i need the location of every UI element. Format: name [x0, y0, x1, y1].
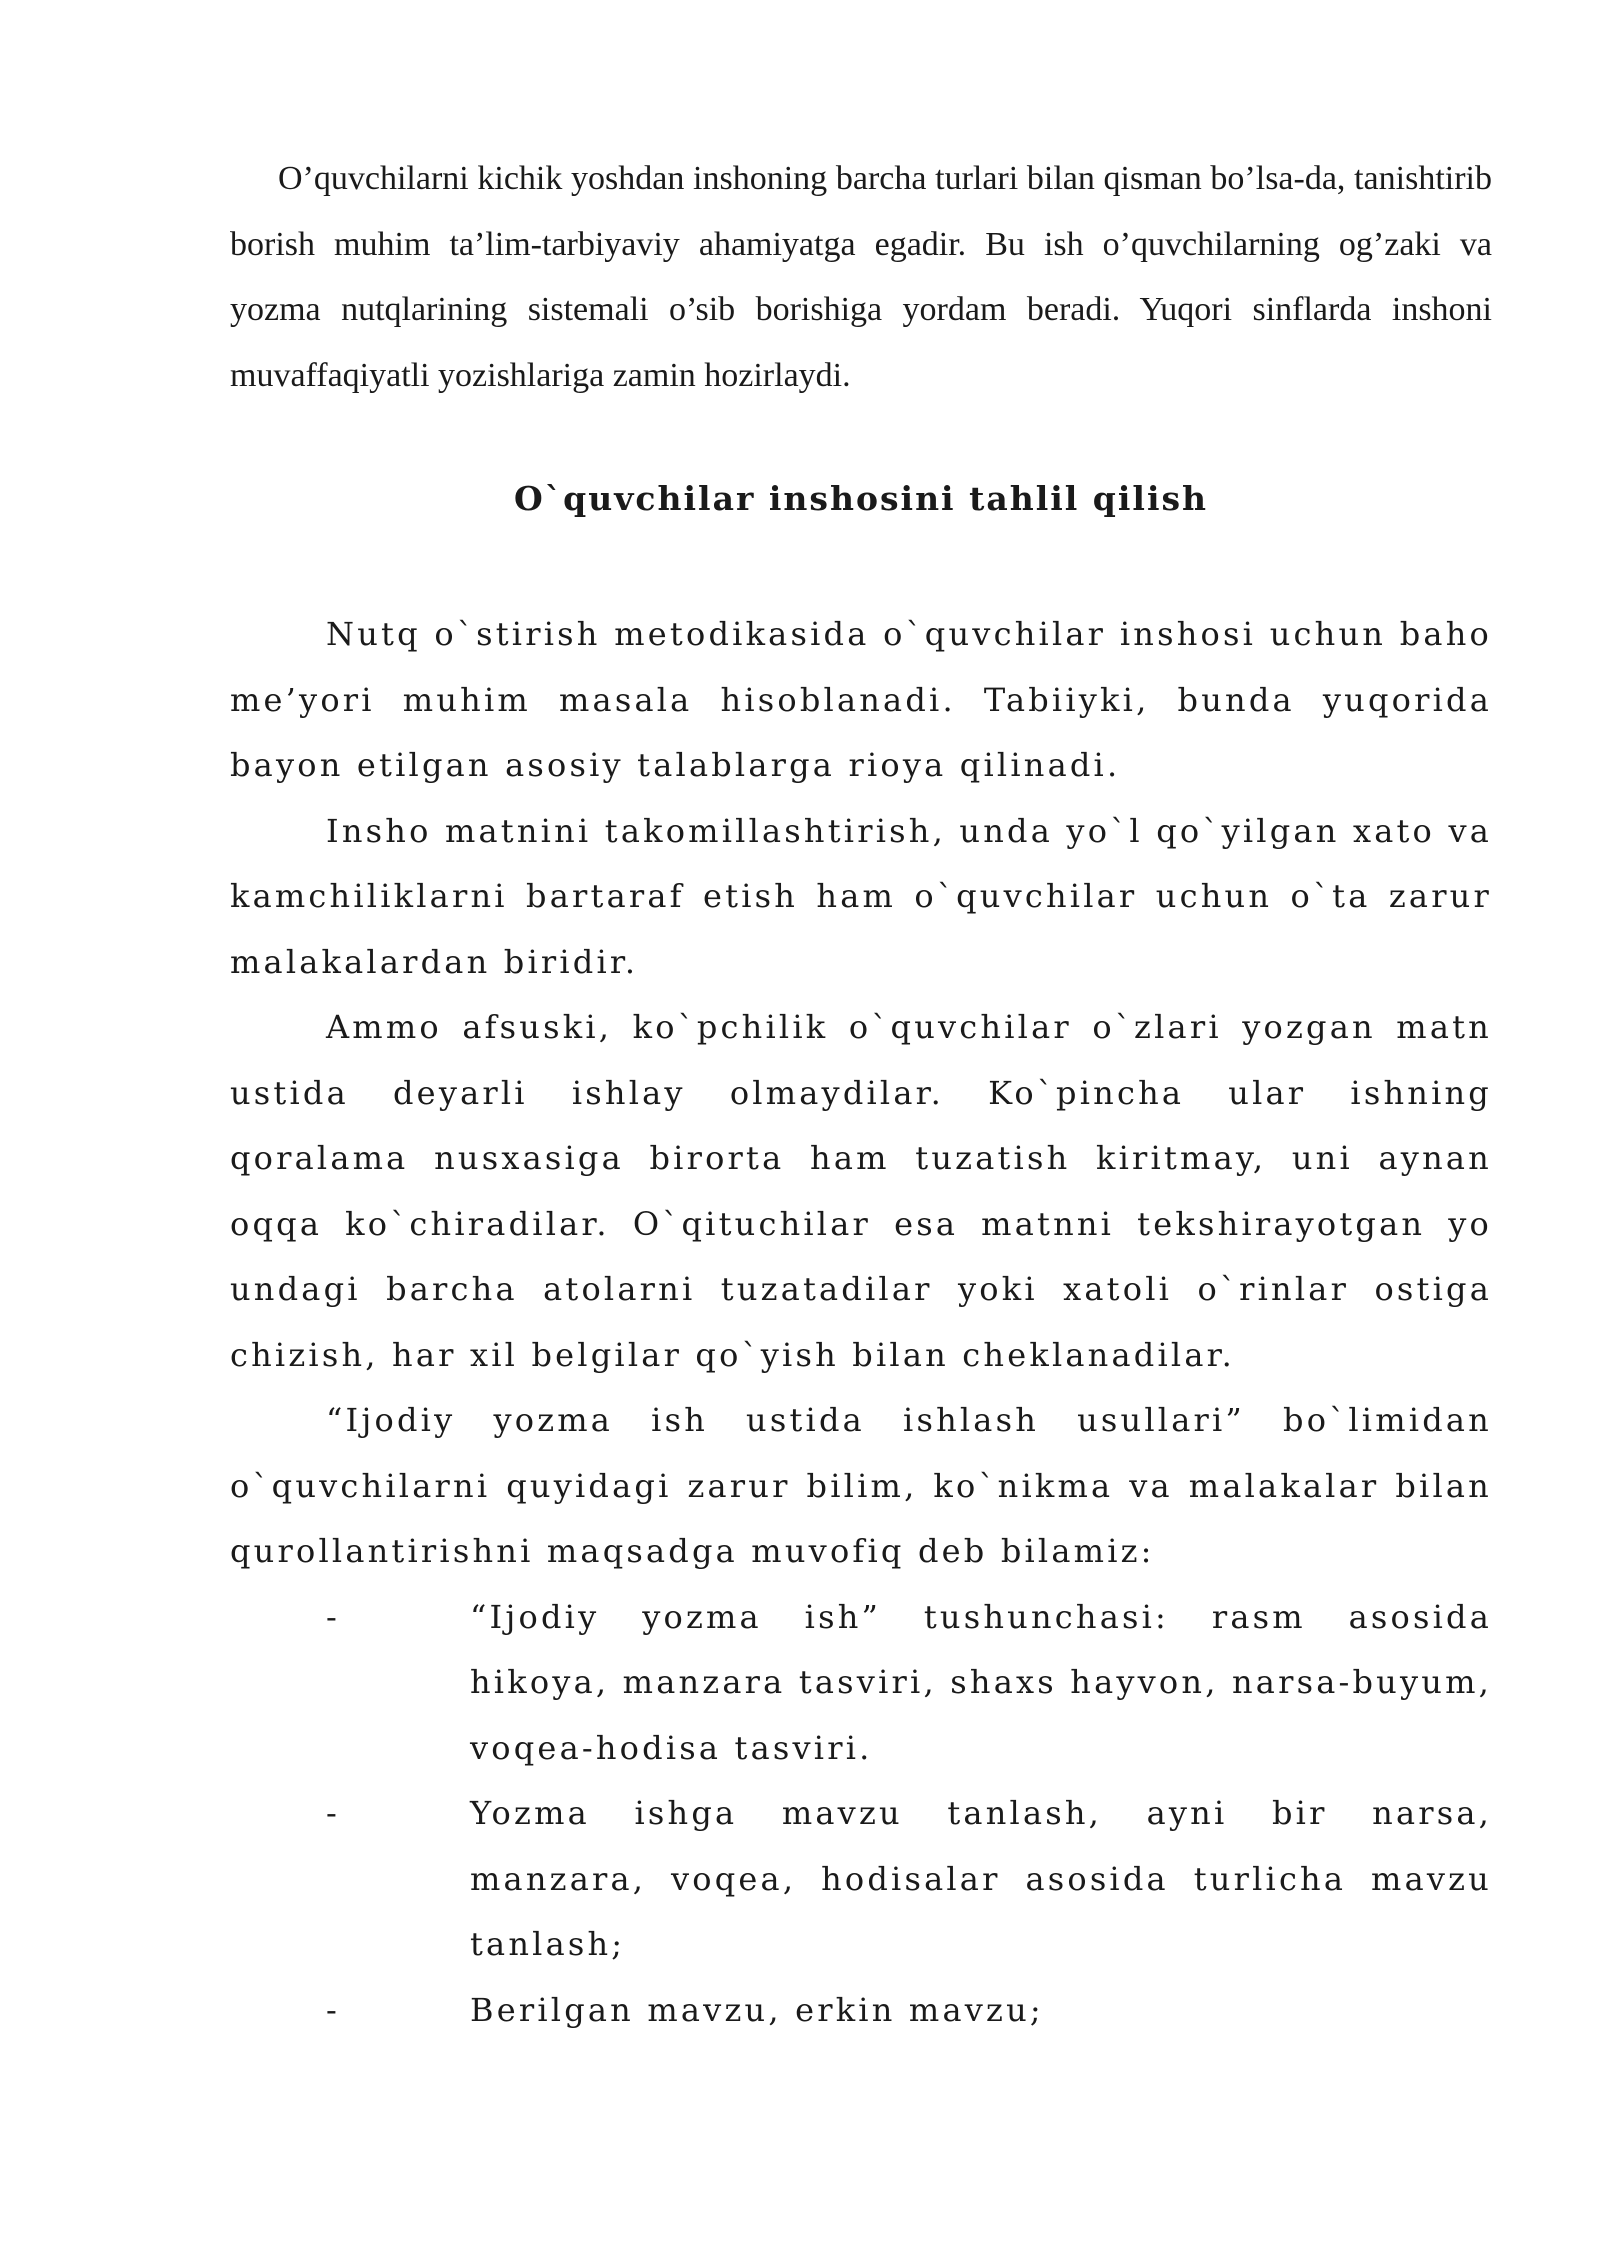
list-bullet: - — [326, 1794, 337, 1832]
paragraph-takomillashtirish: Insho matnini takomillashtirish, unda yo`l qo`yilgan xato va kamchiliklarni bartaraf etish ham o`quvchilar uchun o`ta zarur malakalardan biridir. — [230, 811, 1492, 981]
list-item-text: Yozma ishga mavzu tanlash, ayni bir narsa, manzara, voqea, hodisalar asosida turlicha mavzu tanlash; — [470, 1794, 1492, 1963]
list-bullet: - — [326, 1597, 337, 1636]
list-item — [230, 1585, 1492, 1782]
list-item — [230, 1781, 1492, 1978]
list-bullet: - — [326, 1990, 337, 2029]
section-body — [230, 602, 1492, 2043]
document-page — [230, 146, 1492, 2029]
list-item — [230, 1978, 1492, 2044]
intro-paragraph: O’quvchilarni kichik yoshdan inshoning barcha turlari bilan qisman bo’lsa-da, tanishtirib borish muhim ta’lim-tarbiyaviy ahamiyatga egadir. Bu ish o’quvchilarning og’zaki va yozma nutqlarining sistemali o’sib borishiga yordam beradi. Yuqori sinflarda inshoni muvaffaqiyatli yozishlariga zamin hozirlaydi. — [230, 160, 1492, 394]
paragraph-usullari: “Ijodiy yozma ish ustida ishlash usullari” bo`limidan o`quvchilarni quyidagi zarur bilim, ko`nikma va malakalar bilan qurollantirishni maqsadga muvofiq deb bilamiz: — [230, 1401, 1492, 1570]
list-item-text: “Ijodiy yozma ish” tushunchasi: rasm asosida hikoya, manzara tasviri, shaxs hayvon, narsa-buyum, voqea-hodisa tasviri. — [470, 1597, 1492, 1767]
list-item-text: Berilgan mavzu, erkin mavzu; — [470, 1990, 1044, 2029]
section-heading: O`quvchilar inshosini tahlil qilish — [513, 479, 1209, 518]
paragraph-baho: Nutq o`stirish metodikasida o`quvchilar inshosi uchun baho me’yori muhim masala hisoblanadi. Tabiiyki, bunda yuqorida bayon etilgan asosiy talablarga rioya qilinadi. — [230, 615, 1492, 784]
skills-list — [230, 1585, 1492, 2044]
paragraph-afsuski: Ammo afsuski, ko`pchilik o`quvchilar o`zlari yozgan matn ustida deyarli ishlay olmaydilar. Ko`pincha ular ishning qoralama nusxasiga birorta ham tuzatish kiritmay, uni aynan oqqa ko`chiradilar. O`qituchilar esa matnni tekshirayotgan yo undagi barcha atolarni tuzatadilar yoki xatoli o`rinlar ostiga chizish, har xil belgilar qo`yish bilan cheklanadilar. — [230, 1008, 1492, 1374]
